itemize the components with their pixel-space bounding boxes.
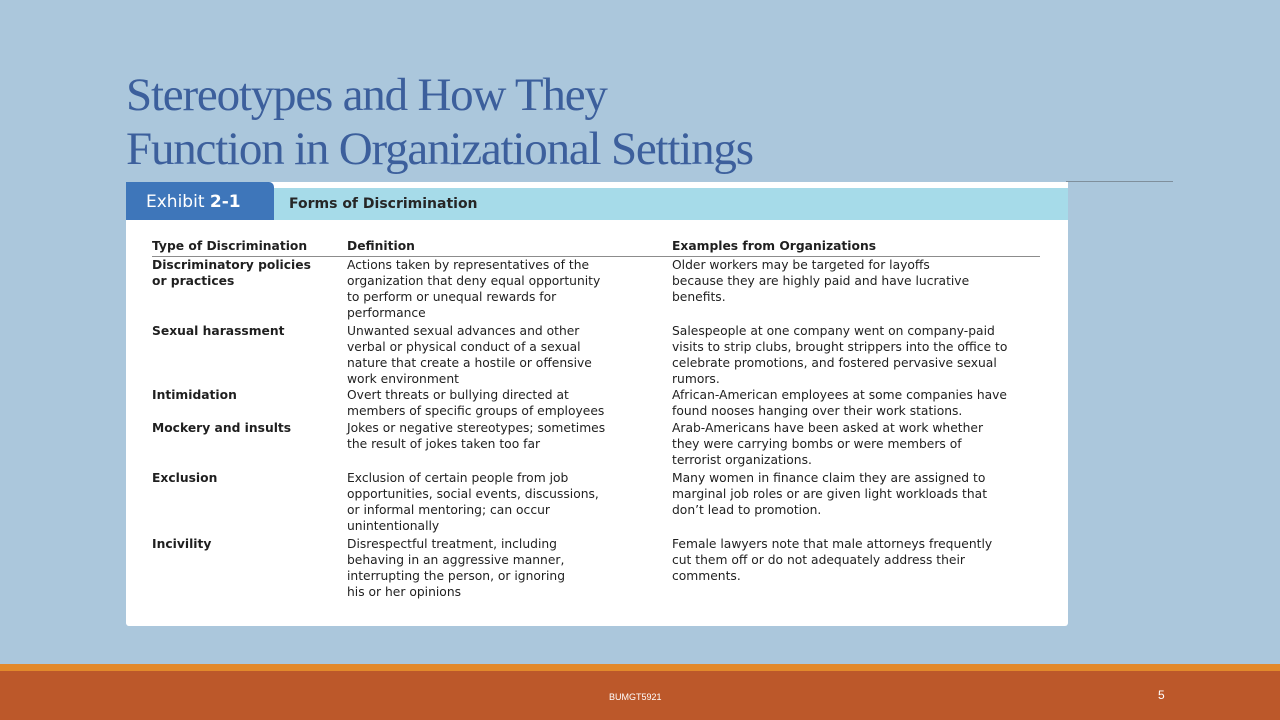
- example-cell: [672, 387, 1040, 420]
- type-cell: [152, 470, 347, 536]
- exhibit-heading: Forms of Discrimination: [289, 196, 478, 212]
- example-line: because they are highly paid and have lucrative: [672, 274, 970, 288]
- example-line: Older workers may be targeted for layoffs: [672, 258, 930, 272]
- footer-course-code: BUMGT5921: [609, 692, 662, 702]
- example-line: marginal job roles or are given light workloads that: [672, 487, 988, 501]
- example-line: rumors.: [672, 372, 720, 386]
- title-divider: [1066, 181, 1173, 182]
- table-body: [152, 257, 1040, 602]
- type-line: Intimidation: [152, 388, 237, 402]
- type-line: Exclusion: [152, 471, 218, 485]
- definition-line: behaving in an aggressive manner,: [347, 553, 565, 567]
- definition-line: nature that create a hostile or offensive: [347, 356, 592, 370]
- definition-cell: [347, 257, 672, 324]
- table-header-row: [152, 238, 1040, 257]
- definition-line: or informal mentoring; can occur: [347, 503, 550, 517]
- table-row: [152, 387, 1040, 420]
- table-row: [152, 420, 1040, 470]
- example-line: visits to strip clubs, brought strippers into the office to: [672, 340, 1008, 354]
- type-cell: [152, 323, 347, 387]
- table-row: [152, 536, 1040, 601]
- page-number: 5: [1158, 688, 1165, 702]
- type-line: Mockery and insults: [152, 421, 292, 435]
- example-cell: [672, 420, 1040, 470]
- type-cell: [152, 536, 347, 601]
- definition-line: performance: [347, 306, 426, 320]
- definition-cell: [347, 387, 672, 420]
- type-line: Sexual harassment: [152, 324, 285, 338]
- definition-line: Overt threats or bullying directed at: [347, 388, 569, 402]
- type-cell: [152, 387, 347, 420]
- example-line: they were carrying bombs or were members of: [672, 437, 962, 451]
- slide-title-line-2: Function in Organizational Settings: [126, 123, 753, 175]
- example-line: comments.: [672, 569, 741, 583]
- example-cell: [672, 470, 1040, 536]
- definition-line: opportunities, social events, discussions,: [347, 487, 599, 501]
- exhibit-tab-word: Exhibit: [146, 192, 205, 212]
- exhibit-tab-number: 2-1: [209, 192, 241, 212]
- definition-line: the result of jokes taken too far: [347, 437, 541, 451]
- definition-line: Disrespectful treatment, including: [347, 537, 557, 551]
- definition-line: members of specific groups of employees: [347, 404, 605, 418]
- definition-cell: [347, 323, 672, 387]
- definition-line: his or her opinions: [347, 585, 462, 599]
- definition-line: organization that deny equal opportunity: [347, 274, 601, 288]
- example-line: found nooses hanging over their work stations.: [672, 404, 963, 418]
- column-header-examples: Examples from Organizations: [672, 238, 1040, 257]
- table-row: [152, 323, 1040, 387]
- definition-line: Actions taken by representatives of the: [347, 258, 590, 272]
- definition-line: verbal or physical conduct of a sexual: [347, 340, 581, 354]
- definition-line: Jokes or negative stereotypes; sometimes: [347, 421, 606, 435]
- definition-line: Exclusion of certain people from job: [347, 471, 569, 485]
- column-header-definition: Definition: [347, 238, 672, 257]
- example-line: celebrate promotions, and fostered pervasive sexual: [672, 356, 997, 370]
- slide-title-line-1: Stereotypes and How They: [126, 69, 607, 121]
- exhibit-tab: [126, 182, 274, 220]
- type-cell: [152, 257, 347, 324]
- table-row: [152, 257, 1040, 324]
- type-line: or practices: [152, 274, 235, 288]
- example-line: terrorist organizations.: [672, 453, 812, 467]
- example-line: don’t lead to promotion.: [672, 503, 822, 517]
- example-line: benefits.: [672, 290, 726, 304]
- example-line: Many women in finance claim they are assigned to: [672, 471, 986, 485]
- example-cell: [672, 536, 1040, 601]
- footer-accent-stripe: [0, 664, 1280, 671]
- example-line: Arab-Americans have been asked at work whether: [672, 421, 984, 435]
- type-line: Incivility: [152, 537, 212, 551]
- example-cell: [672, 257, 1040, 324]
- example-line: Salespeople at one company went on company-paid: [672, 324, 995, 338]
- definition-line: to perform or unequal rewards for: [347, 290, 557, 304]
- example-line: cut them off or do not adequately address their: [672, 553, 965, 567]
- definition-line: interrupting the person, or ignoring: [347, 569, 565, 583]
- definition-line: unintentionally: [347, 519, 440, 533]
- definition-line: work environment: [347, 372, 459, 386]
- column-header-type: Type of Discrimination: [152, 238, 347, 257]
- type-cell: [152, 420, 347, 470]
- definition-cell: [347, 536, 672, 601]
- definition-line: Unwanted sexual advances and other: [347, 324, 580, 338]
- slide-title: [126, 68, 1126, 176]
- table-row: [152, 470, 1040, 536]
- definition-cell: [347, 420, 672, 470]
- type-line: Discriminatory policies: [152, 258, 311, 272]
- example-line: African-American employees at some companies have: [672, 388, 1007, 402]
- discrimination-table: [152, 238, 1040, 601]
- example-cell: [672, 323, 1040, 387]
- definition-cell: [347, 470, 672, 536]
- example-line: Female lawyers note that male attorneys frequently: [672, 537, 993, 551]
- exhibit-figure: [126, 182, 1068, 626]
